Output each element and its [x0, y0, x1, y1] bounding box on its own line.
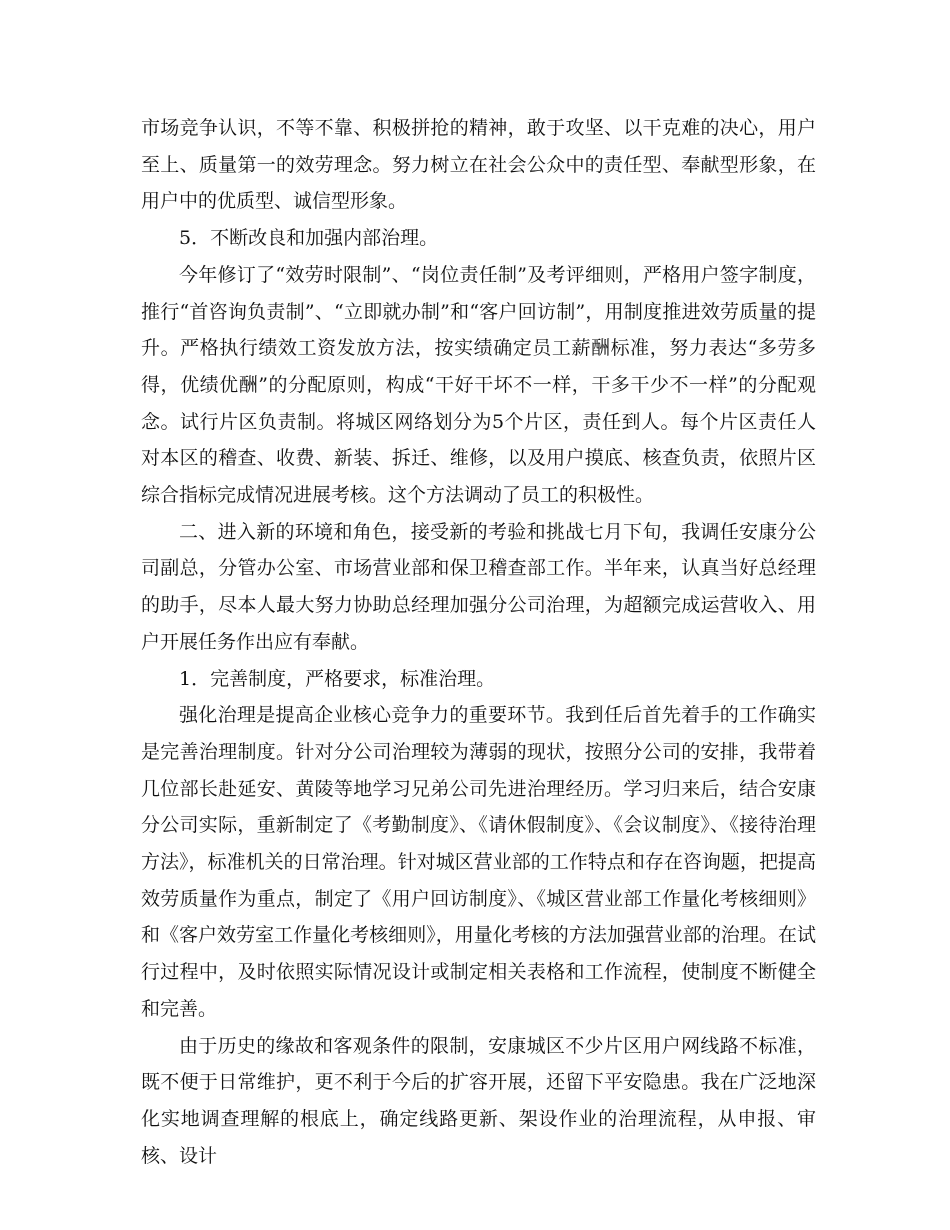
- paragraph-5: 1．完善制度，严格要求，标准治理。: [179, 667, 496, 690]
- document-body: [141, 110, 816, 1174]
- paragraph-4: 二、进入新的环境和角色，接受新的考验和挑战七月下旬，我调任安康分公司副总，分管办公室、市场营业部和保卫稽查部工作。半年来，认真当好总经理的助手，尽本人最大努力协助总经理加强分公司治理，为超额完成运营收入、用户开展任务作出应有奉献。: [141, 520, 816, 653]
- paragraph-7: 由于历史的缘故和客观条件的限制，安康城区不少片区用户网线路不标准，既不便于日常维护，更不利于今后的扩容开展，还留下平安隐患。我在广泛地深化实地调查理解的根底上，确定线路更新、架设作业的治理流程，从申报、审核、设计: [141, 1034, 816, 1167]
- paragraph-3: 今年修订了“效劳时限制”、“岗位责任制”及考评细则，严格用户签字制度，推行“首咨询负责制”、“立即就办制”和“客户回访制”，用制度推进效劳质量的提升。严格执行绩效工资发放方法，按实绩确定员工薪酬标准，努力表达“多劳多得，优绩优酬”的分配原则，构成“干好干坏不一样，干多干少不一样”的分配观念。试行片区负责制。将城区网络划分为5个片区，责任到人。每个片区责任人对本区的稽查、收费、新装、拆迁、维修，以及用户摸底、核查负责，依照片区综合指标完成情况进展考核。这个方法调动了员工的积极性。: [141, 263, 816, 507]
- paragraph-6: 强化治理是提高企业核心竞争力的重要环节。我到任后首先着手的工作确实是完善治理制度。针对分公司治理较为薄弱的现状，按照分公司的安排，我带着几位部长赴延安、黄陵等地学习兄弟公司先进治理经历。学习归来后，结合安康分公司实际，重新制定了《考勤制度》、《请休假制度》、《会议制度》、《接待治理方法》，标准机关的日常治理。针对城区营业部的工作特点和存在咨询题，把提高效劳质量作为重点，制定了《用户回访制度》、《城区营业部工作量化考核细则》和《客户效劳室工作量化考核细则》，用量化考核的方法加强营业部的治理。在试行过程中，及时依照实际情况设计或制定相关表格和工作流程，使制度不断健全和完善。: [141, 704, 816, 1020]
- paragraph-2: 5．不断改良和加强内部治理。: [179, 227, 439, 250]
- paragraph-1: 市场竞争认识，不等不靠、积极拼抢的精神，敢于攻坚、以干克难的决心，用户至上、质量第一的效劳理念。努力树立在社会公众中的责任型、奉献型形象，在用户中的优质型、诚信型形象。: [141, 117, 816, 213]
